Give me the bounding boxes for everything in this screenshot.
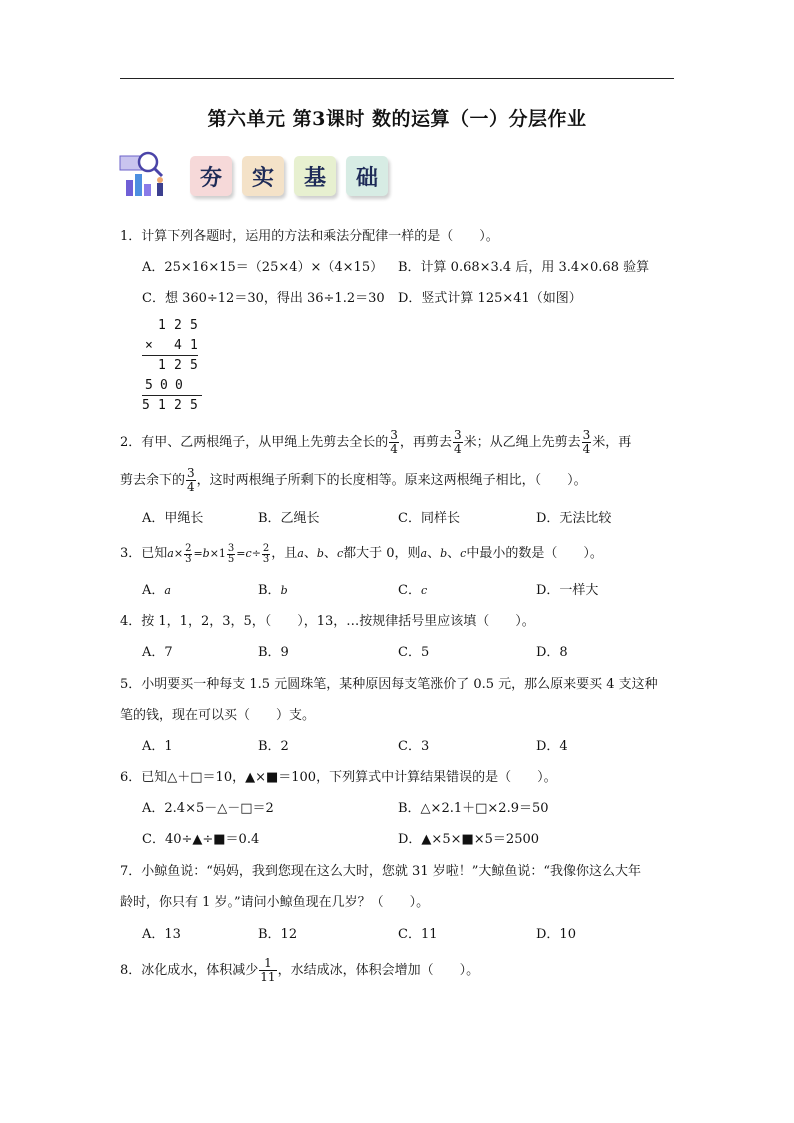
q7-line-1: 7．小鲸鱼说：“妈妈，我到您现在这么大时，您就 31 岁啦！”大鲸鱼说：“我像你这么大年 [120,864,642,879]
calc-digit: 2 [174,398,182,413]
q1-option-b: B．计算 0.68×3.4 后，用 3.4×0.68 验算 [398,260,650,275]
q4-option-a: A．7 [142,645,173,660]
calc-digit: 5 [190,358,198,373]
banner-char-4: 础 [346,156,388,196]
q3-option-a: A．a [142,583,171,598]
q2-text: 剪去余下的 [120,473,186,488]
q5-option-c: C．3 [398,739,430,754]
calc-digit: 0 [175,378,183,393]
q1-option-c: C．想 360÷12＝30，得出 36÷1.2＝30 [142,291,385,306]
q6-option-c: C．40÷▲÷■＝0.4 [142,832,260,847]
calc-digit: 2 [174,358,182,373]
q2-fraction: $\frac{3}{4}$ [187,466,195,494]
calc-digit: 5 [190,318,198,333]
q6-option-b: B．△×2.1＋□×2.9＝50 [398,801,549,816]
q6-option-a: A．2.4×5－△－□＝2 [142,801,274,816]
q5-line-1: 5．小明要买一种每支 1.5 元圆珠笔，某种原因每支笔涨价了 0.5 元，那么原来要买 4 支这种 [120,677,658,692]
calc-line-2 [142,395,202,396]
banner-char-3: 基 [294,156,336,196]
page-title: 第六单元 第3课时 数的运算（一）分层作业 [207,108,587,130]
q7-option-d: D．10 [536,927,576,942]
q7-option-a: A．13 [142,927,181,942]
q3-option-d: D．一样大 [536,583,599,598]
section-banner [118,150,418,200]
calc-times: × [145,338,153,353]
q4-option-c: C．5 [398,645,430,660]
calc-digit: 5 [145,378,153,393]
calc-digit: 5 [142,398,150,413]
q2-line-2 [120,467,587,495]
q2-text: ，再剪去 [399,435,452,450]
q1-option-a: A．25×16×15＝（25×4）×（4×15） [142,260,384,275]
q2-option-d: D．无法比较 [536,511,612,526]
calc-line-1 [142,355,198,356]
calc-digit: 1 [158,398,166,413]
q2-option-a: A．甲绳长 [142,511,204,526]
q3-option-b: B．b [258,583,288,598]
q2-fraction: $\frac{3}{4}$ [582,428,591,456]
q7-line-2: 龄时，你只有 1 岁。”请问小鲸鱼现在几岁？（ ）。 [120,895,430,910]
q8-fraction: $\frac{1}{11}$ [260,956,276,984]
q2-fraction: $\frac{3}{4}$ [453,428,462,456]
q2-text: 2．有甲、乙两根绳子，从甲绳上先剪去全长的 [120,435,389,450]
q7-option-b: B．12 [258,927,298,942]
header-rule [120,78,674,79]
q5-option-d: D．4 [536,739,568,754]
q3-option-c: C．c [398,583,428,598]
q4-option-b: B．9 [258,645,289,660]
study-illustration-icon [118,150,176,200]
q7-option-c: C．11 [398,927,438,942]
q5-option-b: B．2 [258,739,289,754]
calc-digit: 5 [190,398,198,413]
calc-digit: 0 [160,378,168,393]
q2-text: 米，再 [592,435,632,450]
q4-stem: 4．按 1，1，2，3，5，（ ），13，…按规律括号里应该填（ ）。 [120,614,535,629]
calc-digit: 2 [174,318,182,333]
calc-digit: 4 [174,338,182,353]
q6-stem: 6．已知△＋□＝10，▲×■＝100，下列算式中计算结果错误的是（ ）。 [120,770,557,785]
q5-line-2: 笔的钱，现在可以买（ ）支。 [120,708,316,723]
q2-fraction: $\frac{3}{4}$ [390,428,398,456]
q1-stem: 1．计算下列各题时，运用的方法和乘法分配律一样的是（ ）。 [120,229,499,244]
q2-text: ，这时两根绳子所剩下的长度相等。原来这两根绳子相比，（ ）。 [196,473,587,488]
calc-digit: 1 [158,318,166,333]
banner-char-2: 实 [242,156,284,196]
q4-option-d: D．8 [536,645,568,660]
q6-option-d: D．▲×5×■×5＝2500 [398,832,540,847]
q2-option-b: B．乙绳长 [258,511,320,526]
q5-option-a: A．1 [142,739,173,754]
q2-option-c: C．同样长 [398,511,460,526]
q1-option-d: D．竖式计算 125×41（如图） [398,291,582,306]
q2-line-1 [120,429,631,457]
q8-stem: 8．冰化成水，体积减少 $\frac{1}{11}$ ，水结成冰，体积会增加（ ）。 [120,956,480,984]
q2-text: 米；从乙绳上先剪去 [463,435,581,450]
banner-char-1: 夯 [190,156,232,196]
calc-digit: 1 [190,338,198,353]
calc-digit: 1 [158,358,166,373]
q3-stem: 3．已知a× $\frac{2}{3}$ =b×1 $\frac{3}{5}$ =c÷ $\frac{2}{3}$ ，且a、b、c都大于 0，则a、b、c中最小的数是（ ）。 [120,542,603,565]
